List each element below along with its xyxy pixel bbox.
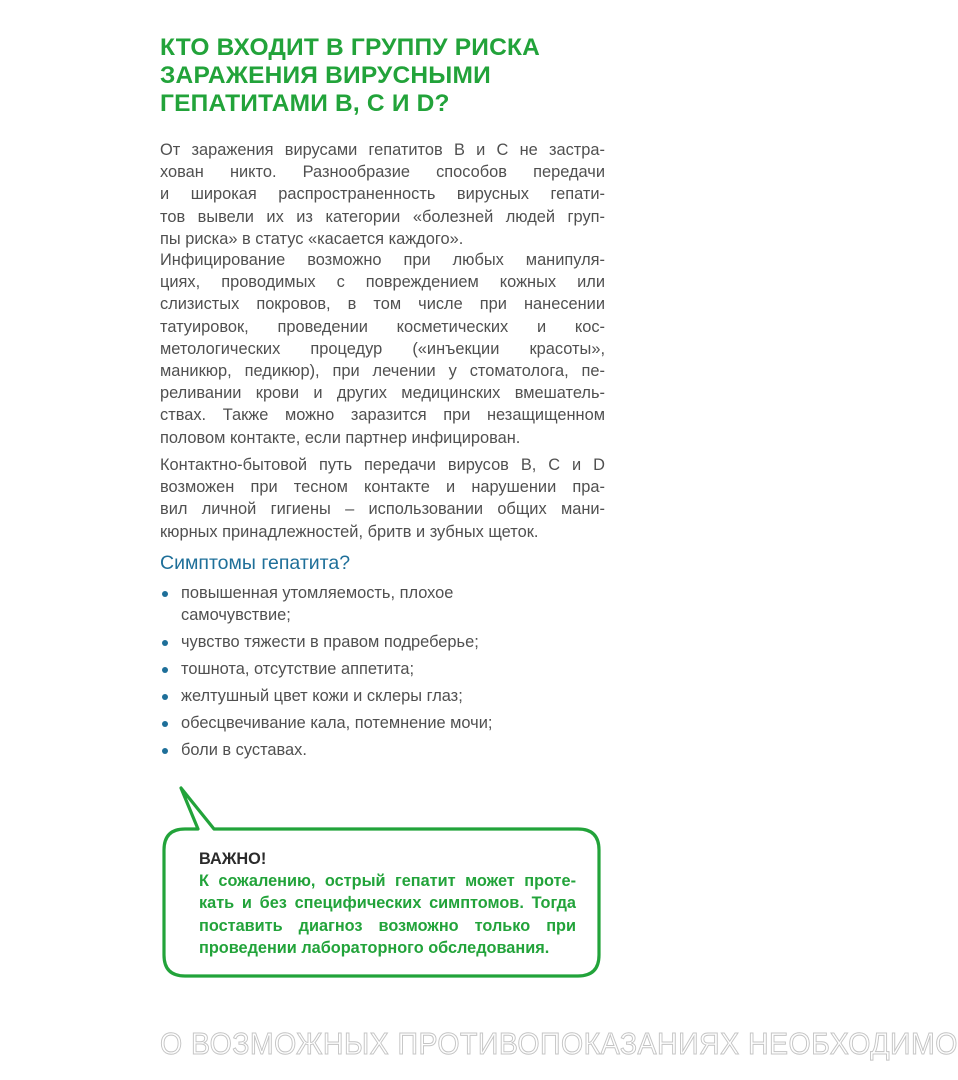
bullet-icon <box>162 721 168 727</box>
bullet-icon <box>162 748 168 754</box>
infection-paragraph <box>160 249 605 449</box>
list-item <box>160 659 590 681</box>
text-line: маникюр, педикюр), при лечении у стоматолога, пе- <box>160 362 605 381</box>
callout-line: поставить диагноз возможно только при <box>199 916 576 935</box>
list-item-text: повышенная утомляемость, плохое <box>181 584 454 602</box>
list-item-text: тошнота, отсутствие аппетита; <box>181 659 415 678</box>
bullet-icon <box>162 694 168 700</box>
text-line: Инфицирование возможно при любых манипуля- <box>160 251 605 269</box>
callout-line: кать и без специфических симптомов. Тогда <box>199 894 576 913</box>
text-line: пы риска» в статус «касается каждого». <box>160 229 464 248</box>
list-item <box>160 713 590 735</box>
list-item <box>160 583 590 626</box>
text-line: вил личной гигиены – использовании общих мани- <box>160 500 605 519</box>
text-line: татуировок, проведении косметических и кос- <box>160 317 605 336</box>
text-line: тов вывели их из категории «болезней людей груп- <box>160 207 605 226</box>
intro-paragraph <box>160 139 605 250</box>
list-item-text: самочувствие; <box>181 605 291 624</box>
household-paragraph <box>160 454 605 543</box>
text-line: слизистых покровов, в том числе при нанесении <box>160 295 605 314</box>
callout-heading: ВАЖНО! <box>199 850 267 868</box>
text-line: Контактно-бытовой путь передачи вирусов В, С и D <box>160 456 605 474</box>
title-line: КТО ВХОДИТ В ГРУППУ РИСКА <box>160 34 541 61</box>
list-item <box>160 632 590 654</box>
bullet-icon <box>162 640 168 646</box>
footer-text: О ВОЗМОЖНЫХ ПРОТИВОПОКАЗАНИЯХ НЕОБХОДИМО <box>160 1026 958 1061</box>
text-line: и широкая распространенность вирусных гепати- <box>160 185 605 204</box>
page-title <box>160 34 600 118</box>
text-line: кюрных принадлежностей, бритв и зубных щеток. <box>160 522 539 541</box>
list-item <box>160 740 590 762</box>
text-line: половом контакте, если партнер инфицирован. <box>160 428 521 447</box>
symptoms-heading: Симптомы гепатита? <box>160 552 351 574</box>
title-line: ГЕПАТИТАМИ В, С И D? <box>160 90 450 117</box>
text-line: возможен при тесном контакте и нарушении пра- <box>160 478 605 497</box>
callout-line: К сожалению, острый гепатит может проте- <box>199 872 576 891</box>
callout-body <box>199 870 576 959</box>
text-line: реливании крови и других медицинских вмешатель- <box>160 384 605 403</box>
callout-line: проведении лабораторного обследования. <box>199 938 550 957</box>
list-item-text: боли в суставах. <box>181 740 307 759</box>
title-line: ЗАРАЖЕНИЯ ВИРУСНЫМИ <box>160 62 491 89</box>
important-callout <box>199 848 576 959</box>
text-line: ствах. Также можно заразится при незащищенном <box>160 406 605 425</box>
list-item-text: обесцвечивание кала, потемнение мочи; <box>181 713 493 732</box>
list-item-text: чувство тяжести в правом подреберье; <box>181 632 479 651</box>
text-line: циях, проводимых с повреждением кожных или <box>160 273 605 292</box>
symptom-list <box>160 583 590 767</box>
text-line: хован никто. Разнообразие способов передачи <box>160 163 605 182</box>
list-item-text: желтушный цвет кожи и склеры глаз; <box>181 686 463 705</box>
bullet-icon <box>162 591 168 597</box>
list-item <box>160 686 590 708</box>
bullet-icon <box>162 667 168 673</box>
text-line: От заражения вирусами гепатитов В и С не застра- <box>160 141 605 159</box>
text-line: метологических процедур («инъекции красоты», <box>160 339 605 358</box>
